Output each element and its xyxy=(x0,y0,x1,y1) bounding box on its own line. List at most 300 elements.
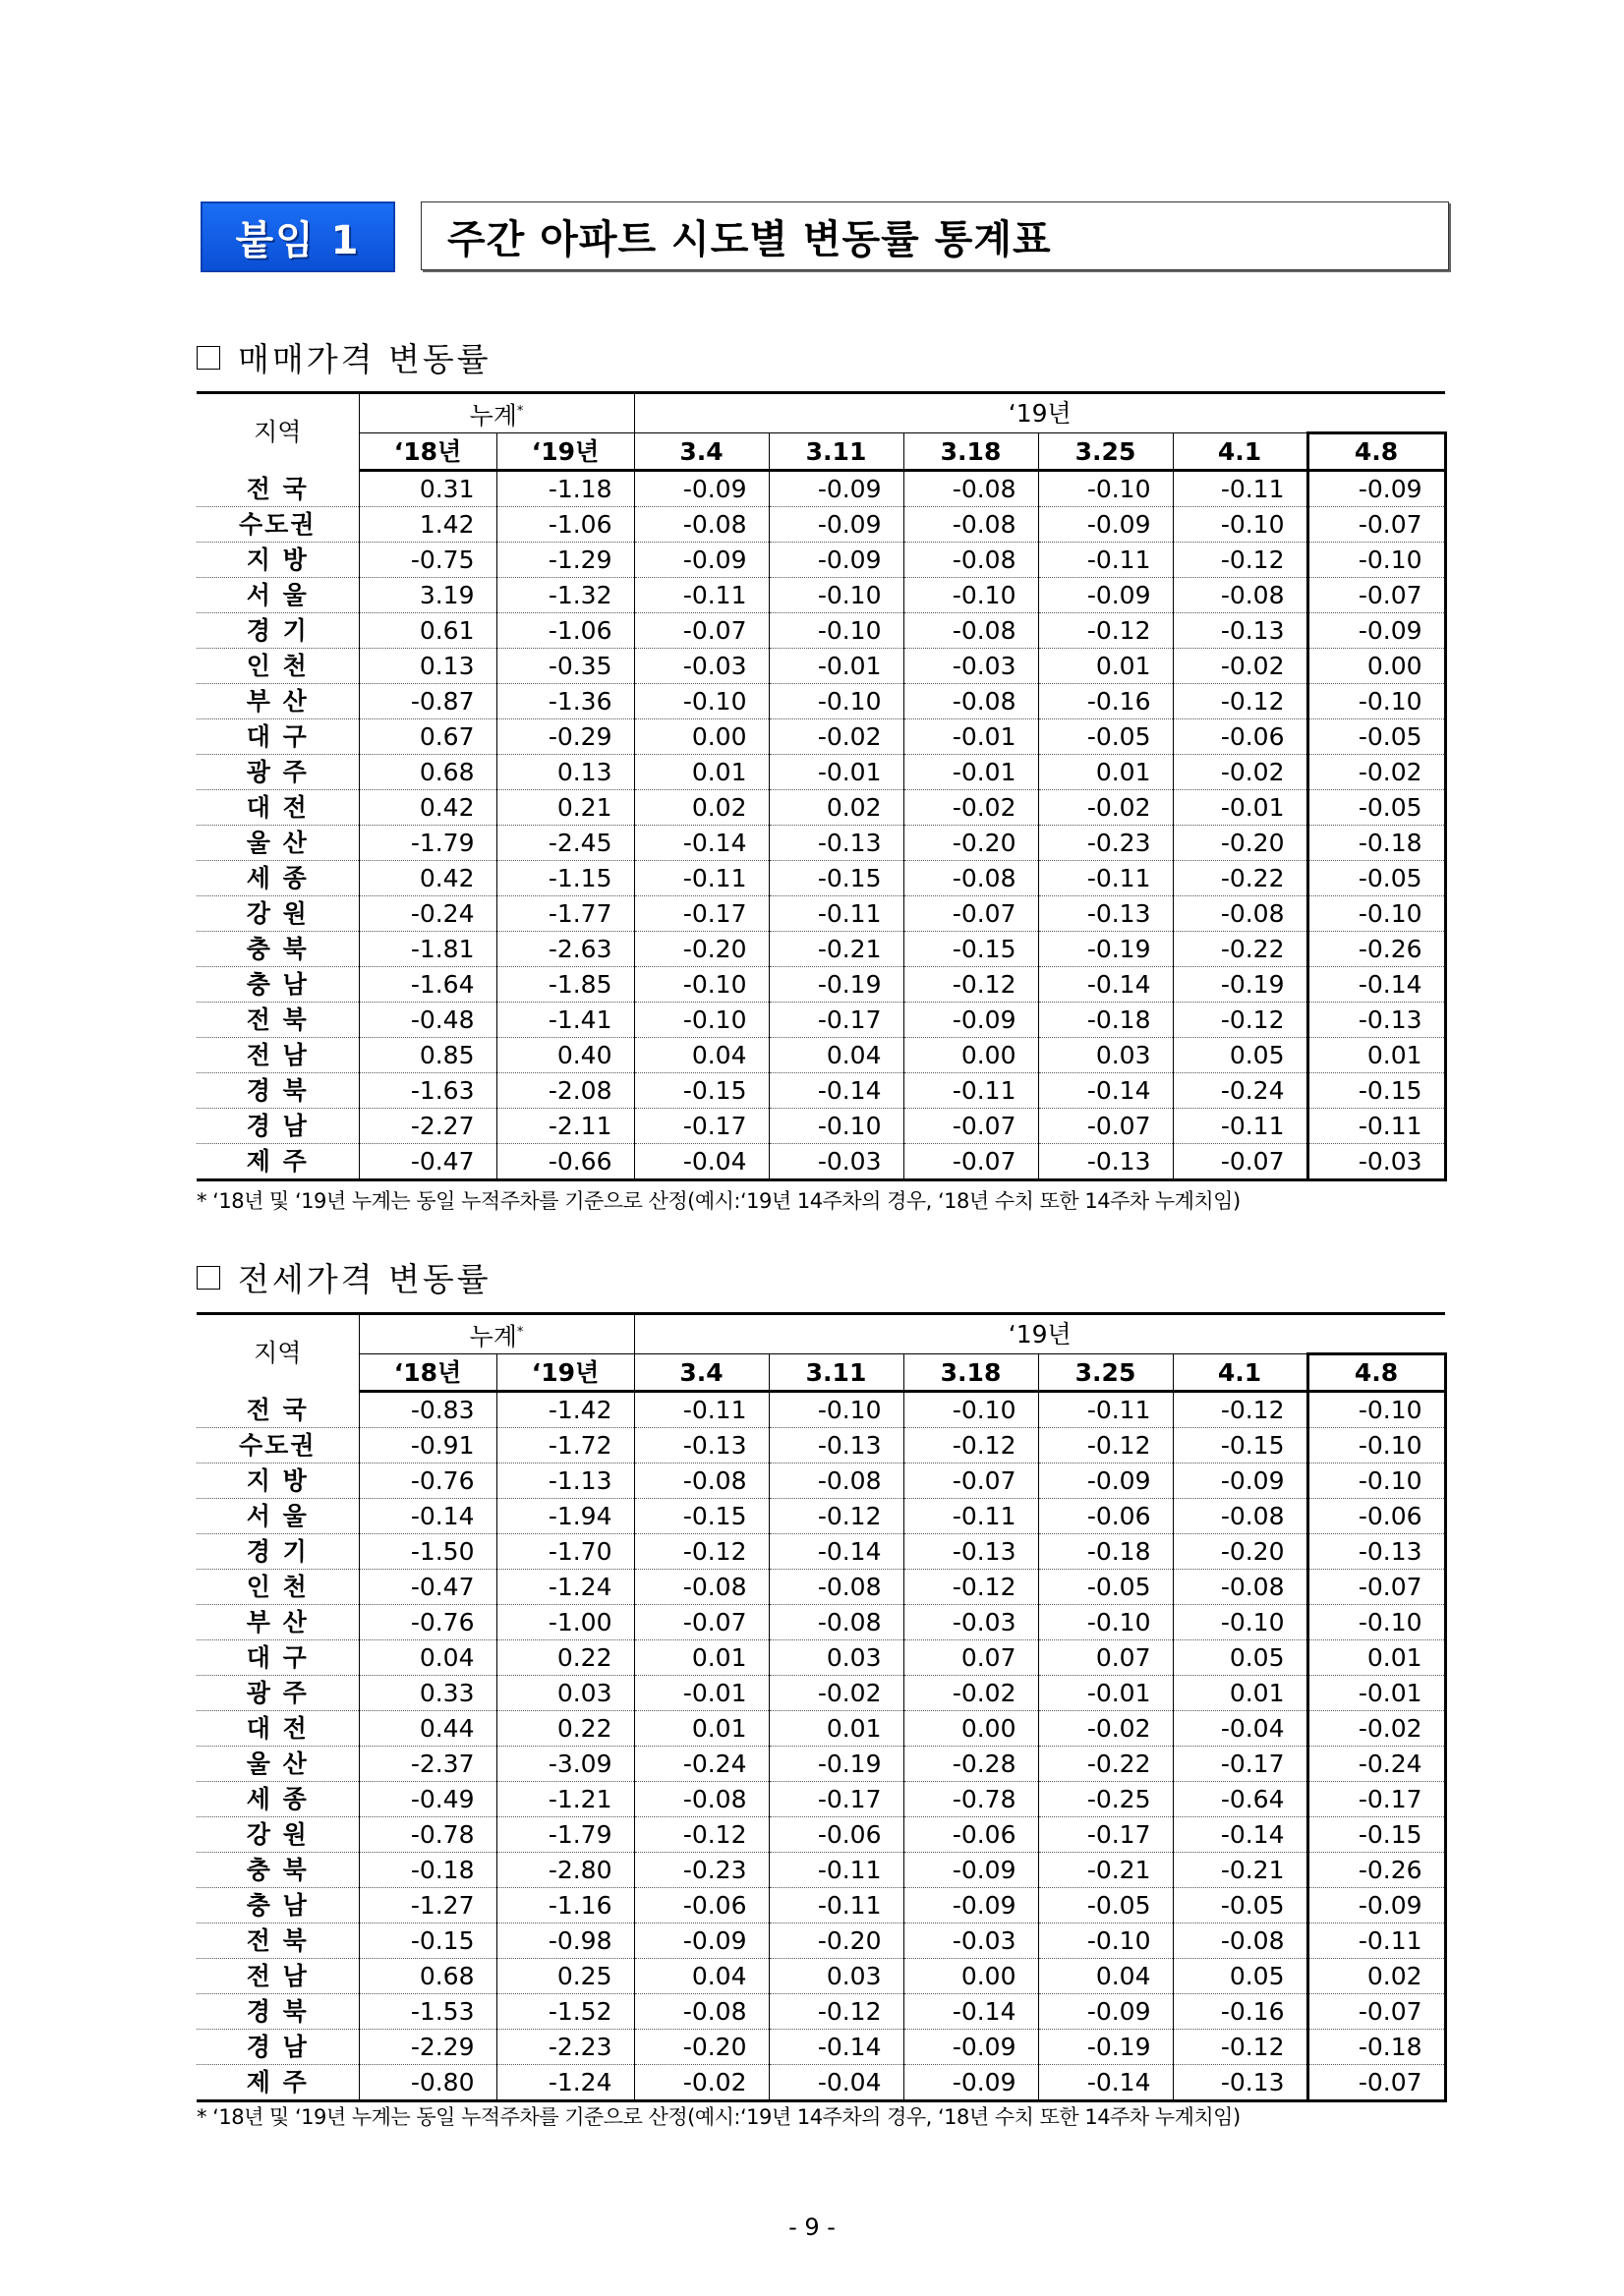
week-header-current: 4.8 xyxy=(1307,1354,1445,1392)
table-row xyxy=(197,1109,1445,1144)
value-cell: 0.33 xyxy=(359,1676,496,1711)
value-cell: -0.09 xyxy=(1307,471,1445,507)
value-cell: -0.12 xyxy=(769,1499,903,1534)
value-cell: -0.22 xyxy=(1173,932,1307,967)
table-row xyxy=(197,1711,1445,1747)
value-cell: -0.28 xyxy=(903,1747,1038,1782)
table-row xyxy=(197,1499,1445,1534)
value-cell: -1.42 xyxy=(496,1392,634,1428)
y18-header: ‘18년 xyxy=(359,433,496,471)
value-cell: -2.37 xyxy=(359,1747,496,1782)
value-cell: 0.05 xyxy=(1173,1959,1307,1994)
value-cell: -0.14 xyxy=(903,1994,1038,2030)
value-cell: -0.20 xyxy=(1173,826,1307,861)
cumulative-header: 누계* xyxy=(359,1314,634,1354)
region-cell: 지 방 xyxy=(197,1464,359,1499)
value-cell: 0.05 xyxy=(1173,1640,1307,1676)
value-cell: -0.24 xyxy=(1307,1747,1445,1782)
value-cell: -0.11 xyxy=(1307,1923,1445,1959)
value-cell: -0.13 xyxy=(1307,1003,1445,1038)
table-row xyxy=(197,1994,1445,2030)
week-header: 3.18 xyxy=(903,1354,1038,1392)
value-cell: -0.09 xyxy=(1307,1888,1445,1923)
value-cell: -0.13 xyxy=(1038,1144,1173,1180)
value-cell: 0.00 xyxy=(903,1959,1038,1994)
value-cell: -0.04 xyxy=(634,1144,769,1180)
value-cell: -0.02 xyxy=(769,719,903,755)
region-cell: 서 울 xyxy=(197,1499,359,1534)
value-cell: -2.80 xyxy=(496,1853,634,1888)
value-cell: -1.72 xyxy=(496,1428,634,1464)
value-cell: -0.07 xyxy=(903,1109,1038,1144)
value-cell: -1.77 xyxy=(496,896,634,932)
annex-badge: 붙임 1 xyxy=(201,201,395,272)
value-cell: -1.18 xyxy=(496,471,634,507)
region-cell: 강 원 xyxy=(197,896,359,932)
value-cell: -2.29 xyxy=(359,2030,496,2065)
value-cell: -0.14 xyxy=(1038,967,1173,1003)
value-cell: 3.19 xyxy=(359,578,496,613)
value-cell: 0.85 xyxy=(359,1038,496,1073)
value-cell: -0.20 xyxy=(903,826,1038,861)
table-row xyxy=(197,1073,1445,1109)
value-cell: -0.10 xyxy=(903,1392,1038,1428)
value-cell: -0.10 xyxy=(769,1109,903,1144)
value-cell: -0.17 xyxy=(769,1003,903,1038)
value-cell: -0.07 xyxy=(903,896,1038,932)
value-cell: -0.10 xyxy=(1038,1923,1173,1959)
value-cell: -0.20 xyxy=(634,932,769,967)
jeonse-rate-table xyxy=(197,1312,1447,2102)
value-cell: -0.06 xyxy=(903,1817,1038,1853)
value-cell: -1.06 xyxy=(496,507,634,543)
region-header: 지역 xyxy=(197,1314,359,1392)
value-cell: -0.07 xyxy=(1038,1109,1173,1144)
value-cell: -0.12 xyxy=(1038,1428,1173,1464)
value-cell: 0.07 xyxy=(903,1640,1038,1676)
value-cell: -0.07 xyxy=(1307,1994,1445,2030)
value-cell: -0.13 xyxy=(769,826,903,861)
value-cell: -0.12 xyxy=(903,967,1038,1003)
value-cell: -2.08 xyxy=(496,1073,634,1109)
page-header xyxy=(201,201,1449,272)
value-cell: -0.10 xyxy=(1307,684,1445,719)
value-cell: -0.02 xyxy=(1038,790,1173,826)
region-cell: 인 천 xyxy=(197,649,359,684)
value-cell: -0.01 xyxy=(769,649,903,684)
week-header: 4.1 xyxy=(1173,1354,1307,1392)
table-row xyxy=(197,932,1445,967)
value-cell: -0.15 xyxy=(769,861,903,896)
value-cell: -0.06 xyxy=(634,1888,769,1923)
week-header: 3.4 xyxy=(634,1354,769,1392)
value-cell: -0.03 xyxy=(634,649,769,684)
value-cell: -0.29 xyxy=(496,719,634,755)
value-cell: -0.09 xyxy=(1038,507,1173,543)
week-header: 4.1 xyxy=(1173,433,1307,471)
value-cell: 0.44 xyxy=(359,1711,496,1747)
value-cell: -0.09 xyxy=(634,543,769,578)
region-cell: 경 북 xyxy=(197,1994,359,2030)
region-cell: 대 전 xyxy=(197,790,359,826)
value-cell: 0.00 xyxy=(903,1038,1038,1073)
region-cell: 경 남 xyxy=(197,2030,359,2065)
region-cell: 대 전 xyxy=(197,1711,359,1747)
table-row xyxy=(197,1534,1445,1570)
region-cell: 경 기 xyxy=(197,613,359,649)
region-cell: 대 구 xyxy=(197,719,359,755)
week-header: 3.25 xyxy=(1038,433,1173,471)
region-cell: 강 원 xyxy=(197,1817,359,1853)
value-cell: -0.10 xyxy=(1307,543,1445,578)
value-cell: 0.25 xyxy=(496,1959,634,1994)
value-cell: 0.01 xyxy=(634,1640,769,1676)
value-cell: -0.14 xyxy=(634,826,769,861)
page-title: 주간 아파트 시도별 변동률 통계표 xyxy=(421,201,1449,270)
value-cell: -0.26 xyxy=(1307,1853,1445,1888)
value-cell: -0.12 xyxy=(903,1428,1038,1464)
value-cell: 0.01 xyxy=(634,755,769,790)
region-cell: 세 종 xyxy=(197,1782,359,1817)
value-cell: -0.08 xyxy=(903,613,1038,649)
value-cell: -1.50 xyxy=(359,1534,496,1570)
value-cell: -0.07 xyxy=(1307,578,1445,613)
value-cell: -0.07 xyxy=(1307,507,1445,543)
value-cell: -0.22 xyxy=(1038,1747,1173,1782)
region-cell: 충 북 xyxy=(197,932,359,967)
value-cell: -0.08 xyxy=(903,861,1038,896)
table-row xyxy=(197,1959,1445,1994)
value-cell: -1.64 xyxy=(359,967,496,1003)
value-cell: -0.08 xyxy=(1173,1923,1307,1959)
value-cell: -0.08 xyxy=(1173,578,1307,613)
value-cell: -0.14 xyxy=(1307,967,1445,1003)
value-cell: -0.17 xyxy=(1307,1782,1445,1817)
value-cell: -1.15 xyxy=(496,861,634,896)
value-cell: -0.20 xyxy=(634,2030,769,2065)
table-row xyxy=(197,1923,1445,1959)
value-cell: 0.67 xyxy=(359,719,496,755)
value-cell: -0.64 xyxy=(1173,1782,1307,1817)
table-row xyxy=(197,649,1445,684)
value-cell: -0.09 xyxy=(1038,1994,1173,2030)
value-cell: -0.17 xyxy=(634,896,769,932)
value-cell: -0.09 xyxy=(769,507,903,543)
value-cell: -0.19 xyxy=(769,967,903,1003)
value-cell: 0.22 xyxy=(496,1711,634,1747)
value-cell: -2.27 xyxy=(359,1109,496,1144)
checkbox-icon xyxy=(197,346,220,370)
value-cell: 0.13 xyxy=(359,649,496,684)
value-cell: -0.02 xyxy=(1307,755,1445,790)
value-cell: -0.06 xyxy=(1038,1499,1173,1534)
table-row xyxy=(197,578,1445,613)
jeonse-heading-text: 전세가격 변동률 xyxy=(238,1260,492,1298)
y18-header: ‘18년 xyxy=(359,1354,496,1392)
value-cell: -1.16 xyxy=(496,1888,634,1923)
value-cell: -0.47 xyxy=(359,1570,496,1605)
value-cell: -0.12 xyxy=(769,1994,903,2030)
value-cell: 0.01 xyxy=(1307,1038,1445,1073)
table-row xyxy=(197,1464,1445,1499)
value-cell: -0.01 xyxy=(634,1676,769,1711)
table-row xyxy=(197,2065,1445,2101)
value-cell: -0.09 xyxy=(903,2030,1038,2065)
value-cell: -0.08 xyxy=(1173,1570,1307,1605)
region-cell: 울 산 xyxy=(197,826,359,861)
region-cell: 경 남 xyxy=(197,1109,359,1144)
region-cell: 부 산 xyxy=(197,1605,359,1640)
region-cell: 충 남 xyxy=(197,967,359,1003)
value-cell: -0.14 xyxy=(1173,1817,1307,1853)
value-cell: -0.02 xyxy=(1173,649,1307,684)
value-cell: -0.12 xyxy=(1038,613,1173,649)
region-cell: 전 남 xyxy=(197,1038,359,1073)
region-cell: 지 방 xyxy=(197,543,359,578)
value-cell: 0.04 xyxy=(634,1959,769,1994)
table-row xyxy=(197,1144,1445,1180)
value-cell: -0.14 xyxy=(769,1073,903,1109)
value-cell: -0.10 xyxy=(769,578,903,613)
value-cell: -0.26 xyxy=(1307,932,1445,967)
value-cell: -0.08 xyxy=(1173,896,1307,932)
value-cell: 0.01 xyxy=(1038,649,1173,684)
value-cell: -0.13 xyxy=(1173,2065,1307,2101)
value-cell: -0.12 xyxy=(634,1534,769,1570)
value-cell: -0.07 xyxy=(903,1144,1038,1180)
value-cell: -0.17 xyxy=(1038,1817,1173,1853)
value-cell: 0.01 xyxy=(634,1711,769,1747)
value-cell: -0.08 xyxy=(634,1464,769,1499)
value-cell: -0.17 xyxy=(1173,1747,1307,1782)
value-cell: -0.15 xyxy=(634,1499,769,1534)
value-cell: -0.11 xyxy=(634,578,769,613)
value-cell: 0.61 xyxy=(359,613,496,649)
y19-header: ‘19년 xyxy=(496,1354,634,1392)
value-cell: -2.11 xyxy=(496,1109,634,1144)
value-cell: -0.02 xyxy=(1173,755,1307,790)
value-cell: -0.15 xyxy=(634,1073,769,1109)
value-cell: -1.63 xyxy=(359,1073,496,1109)
value-cell: -0.08 xyxy=(903,507,1038,543)
value-cell: -2.63 xyxy=(496,932,634,967)
value-cell: -0.10 xyxy=(1173,507,1307,543)
value-cell: 0.40 xyxy=(496,1038,634,1073)
value-cell: -0.08 xyxy=(1173,1499,1307,1534)
value-cell: -1.27 xyxy=(359,1888,496,1923)
value-cell: -0.05 xyxy=(1038,1888,1173,1923)
value-cell: 0.42 xyxy=(359,861,496,896)
value-cell: -3.09 xyxy=(496,1747,634,1782)
value-cell: -0.02 xyxy=(903,790,1038,826)
value-cell: -0.16 xyxy=(1038,684,1173,719)
table-row xyxy=(197,1392,1445,1428)
region-cell: 부 산 xyxy=(197,684,359,719)
table-row xyxy=(197,719,1445,755)
value-cell: -0.11 xyxy=(1173,471,1307,507)
value-cell: -0.20 xyxy=(1173,1534,1307,1570)
table-row xyxy=(197,507,1445,543)
page-number: - 9 - xyxy=(788,2213,836,2241)
value-cell: -0.24 xyxy=(1173,1073,1307,1109)
table-row xyxy=(197,790,1445,826)
region-cell: 제 주 xyxy=(197,1144,359,1180)
value-cell: -1.52 xyxy=(496,1994,634,2030)
value-cell: -0.24 xyxy=(634,1747,769,1782)
value-cell: -0.12 xyxy=(1173,1003,1307,1038)
value-cell: -0.11 xyxy=(1173,1109,1307,1144)
value-cell: -1.13 xyxy=(496,1464,634,1499)
value-cell: -0.09 xyxy=(769,471,903,507)
value-cell: -1.36 xyxy=(496,684,634,719)
value-cell: -0.07 xyxy=(634,1605,769,1640)
value-cell: -1.24 xyxy=(496,1570,634,1605)
value-cell: -0.10 xyxy=(1307,1392,1445,1428)
value-cell: -0.66 xyxy=(496,1144,634,1180)
sale-table-body xyxy=(197,471,1445,1180)
value-cell: -0.25 xyxy=(1038,1782,1173,1817)
sale-section-heading xyxy=(197,334,492,380)
value-cell: -0.10 xyxy=(634,1003,769,1038)
region-cell: 전 남 xyxy=(197,1959,359,1994)
value-cell: -0.14 xyxy=(769,1534,903,1570)
value-cell: -0.47 xyxy=(359,1144,496,1180)
value-cell: -0.05 xyxy=(1173,1888,1307,1923)
value-cell: -0.18 xyxy=(1038,1003,1173,1038)
value-cell: 0.04 xyxy=(634,1038,769,1073)
region-header: 지역 xyxy=(197,393,359,471)
value-cell: 0.03 xyxy=(496,1676,634,1711)
value-cell: -0.13 xyxy=(1038,896,1173,932)
value-cell: -0.23 xyxy=(634,1853,769,1888)
table-row xyxy=(197,1853,1445,1888)
table-row xyxy=(197,1428,1445,1464)
value-cell: -0.12 xyxy=(1173,684,1307,719)
value-cell: 0.00 xyxy=(1307,649,1445,684)
value-cell: -0.12 xyxy=(903,1570,1038,1605)
value-cell: -0.12 xyxy=(634,1817,769,1853)
value-cell: 0.00 xyxy=(634,719,769,755)
value-cell: 0.13 xyxy=(496,755,634,790)
table-row xyxy=(197,1676,1445,1711)
value-cell: 0.04 xyxy=(359,1640,496,1676)
region-cell: 수도권 xyxy=(197,1428,359,1464)
region-cell: 충 남 xyxy=(197,1888,359,1923)
value-cell: -0.07 xyxy=(1307,2065,1445,2101)
value-cell: -0.08 xyxy=(634,1782,769,1817)
value-cell: -0.01 xyxy=(1173,790,1307,826)
table-row xyxy=(197,896,1445,932)
value-cell: -0.18 xyxy=(359,1853,496,1888)
value-cell: -0.83 xyxy=(359,1392,496,1428)
value-cell: -0.78 xyxy=(903,1782,1038,1817)
value-cell: -0.10 xyxy=(1307,896,1445,932)
value-cell: -0.21 xyxy=(1173,1853,1307,1888)
region-cell: 광 주 xyxy=(197,1676,359,1711)
value-cell: -0.10 xyxy=(1038,1605,1173,1640)
week-header-current: 4.8 xyxy=(1307,433,1445,471)
value-cell: -0.21 xyxy=(1038,1853,1173,1888)
value-cell: -0.10 xyxy=(634,684,769,719)
value-cell: -0.15 xyxy=(1307,1817,1445,1853)
value-cell: -0.18 xyxy=(1038,1534,1173,1570)
value-cell: 0.03 xyxy=(769,1959,903,1994)
value-cell: -0.06 xyxy=(769,1817,903,1853)
jeonse-footnote: * ‘18년 및 ‘19년 누계는 동일 누적주차를 기준으로 산정(예시:‘19년 14주차의 경우, ‘18년 수치 또한 14주차 누계치임) xyxy=(197,2105,1241,2129)
value-cell: -0.10 xyxy=(1173,1605,1307,1640)
value-cell: -0.76 xyxy=(359,1605,496,1640)
table-row xyxy=(197,1003,1445,1038)
value-cell: -0.15 xyxy=(359,1923,496,1959)
value-cell: -0.11 xyxy=(1307,1109,1445,1144)
value-cell: -0.11 xyxy=(903,1499,1038,1534)
value-cell: -0.03 xyxy=(903,1605,1038,1640)
value-cell: -0.09 xyxy=(634,1923,769,1959)
value-cell: -0.80 xyxy=(359,2065,496,2101)
value-cell: 0.01 xyxy=(769,1711,903,1747)
region-cell: 서 울 xyxy=(197,578,359,613)
value-cell: -0.10 xyxy=(903,578,1038,613)
value-cell: -0.08 xyxy=(769,1464,903,1499)
value-cell: -0.01 xyxy=(1038,1676,1173,1711)
value-cell: -0.08 xyxy=(903,543,1038,578)
region-cell: 경 북 xyxy=(197,1073,359,1109)
value-cell: -0.03 xyxy=(769,1144,903,1180)
week-header: 3.4 xyxy=(634,433,769,471)
value-cell: -0.09 xyxy=(1038,578,1173,613)
value-cell: -0.19 xyxy=(1038,2030,1173,2065)
table-row xyxy=(197,1570,1445,1605)
value-cell: -0.35 xyxy=(496,649,634,684)
value-cell: -0.10 xyxy=(1307,1464,1445,1499)
sale-footnote: * ‘18년 및 ‘19년 누계는 동일 누적주차를 기준으로 산정(예시:‘19년 14주차의 경우, ‘18년 수치 또한 14주차 누계치임) xyxy=(197,1189,1241,1213)
value-cell: -0.09 xyxy=(1173,1464,1307,1499)
year-group-header: ‘19년 xyxy=(634,393,1445,433)
value-cell: 0.02 xyxy=(1307,1959,1445,1994)
value-cell: -0.22 xyxy=(1173,861,1307,896)
value-cell: -0.11 xyxy=(1038,543,1173,578)
value-cell: -1.29 xyxy=(496,543,634,578)
value-cell: -0.15 xyxy=(1173,1428,1307,1464)
table-row xyxy=(197,2030,1445,2065)
value-cell: -0.14 xyxy=(359,1499,496,1534)
value-cell: -1.53 xyxy=(359,1994,496,2030)
value-cell: -1.79 xyxy=(359,826,496,861)
value-cell: -0.07 xyxy=(903,1464,1038,1499)
value-cell: 0.22 xyxy=(496,1640,634,1676)
y19-header: ‘19년 xyxy=(496,433,634,471)
value-cell: -0.02 xyxy=(769,1676,903,1711)
value-cell: -1.70 xyxy=(496,1534,634,1570)
value-cell: -0.08 xyxy=(634,1994,769,2030)
value-cell: -0.14 xyxy=(1038,1073,1173,1109)
value-cell: -0.11 xyxy=(903,1073,1038,1109)
value-cell: -0.05 xyxy=(1038,719,1173,755)
region-cell: 대 구 xyxy=(197,1640,359,1676)
week-header: 3.11 xyxy=(769,1354,903,1392)
value-cell: 0.05 xyxy=(1173,1038,1307,1073)
value-cell: -0.05 xyxy=(1307,790,1445,826)
value-cell: -0.11 xyxy=(634,1392,769,1428)
value-cell: -0.18 xyxy=(1307,826,1445,861)
value-cell: -0.19 xyxy=(1038,932,1173,967)
value-cell: 0.04 xyxy=(1038,1959,1173,1994)
value-cell: 0.68 xyxy=(359,1959,496,1994)
table-row xyxy=(197,1747,1445,1782)
region-cell: 제 주 xyxy=(197,2065,359,2101)
value-cell: -1.00 xyxy=(496,1605,634,1640)
value-cell: -0.07 xyxy=(634,613,769,649)
